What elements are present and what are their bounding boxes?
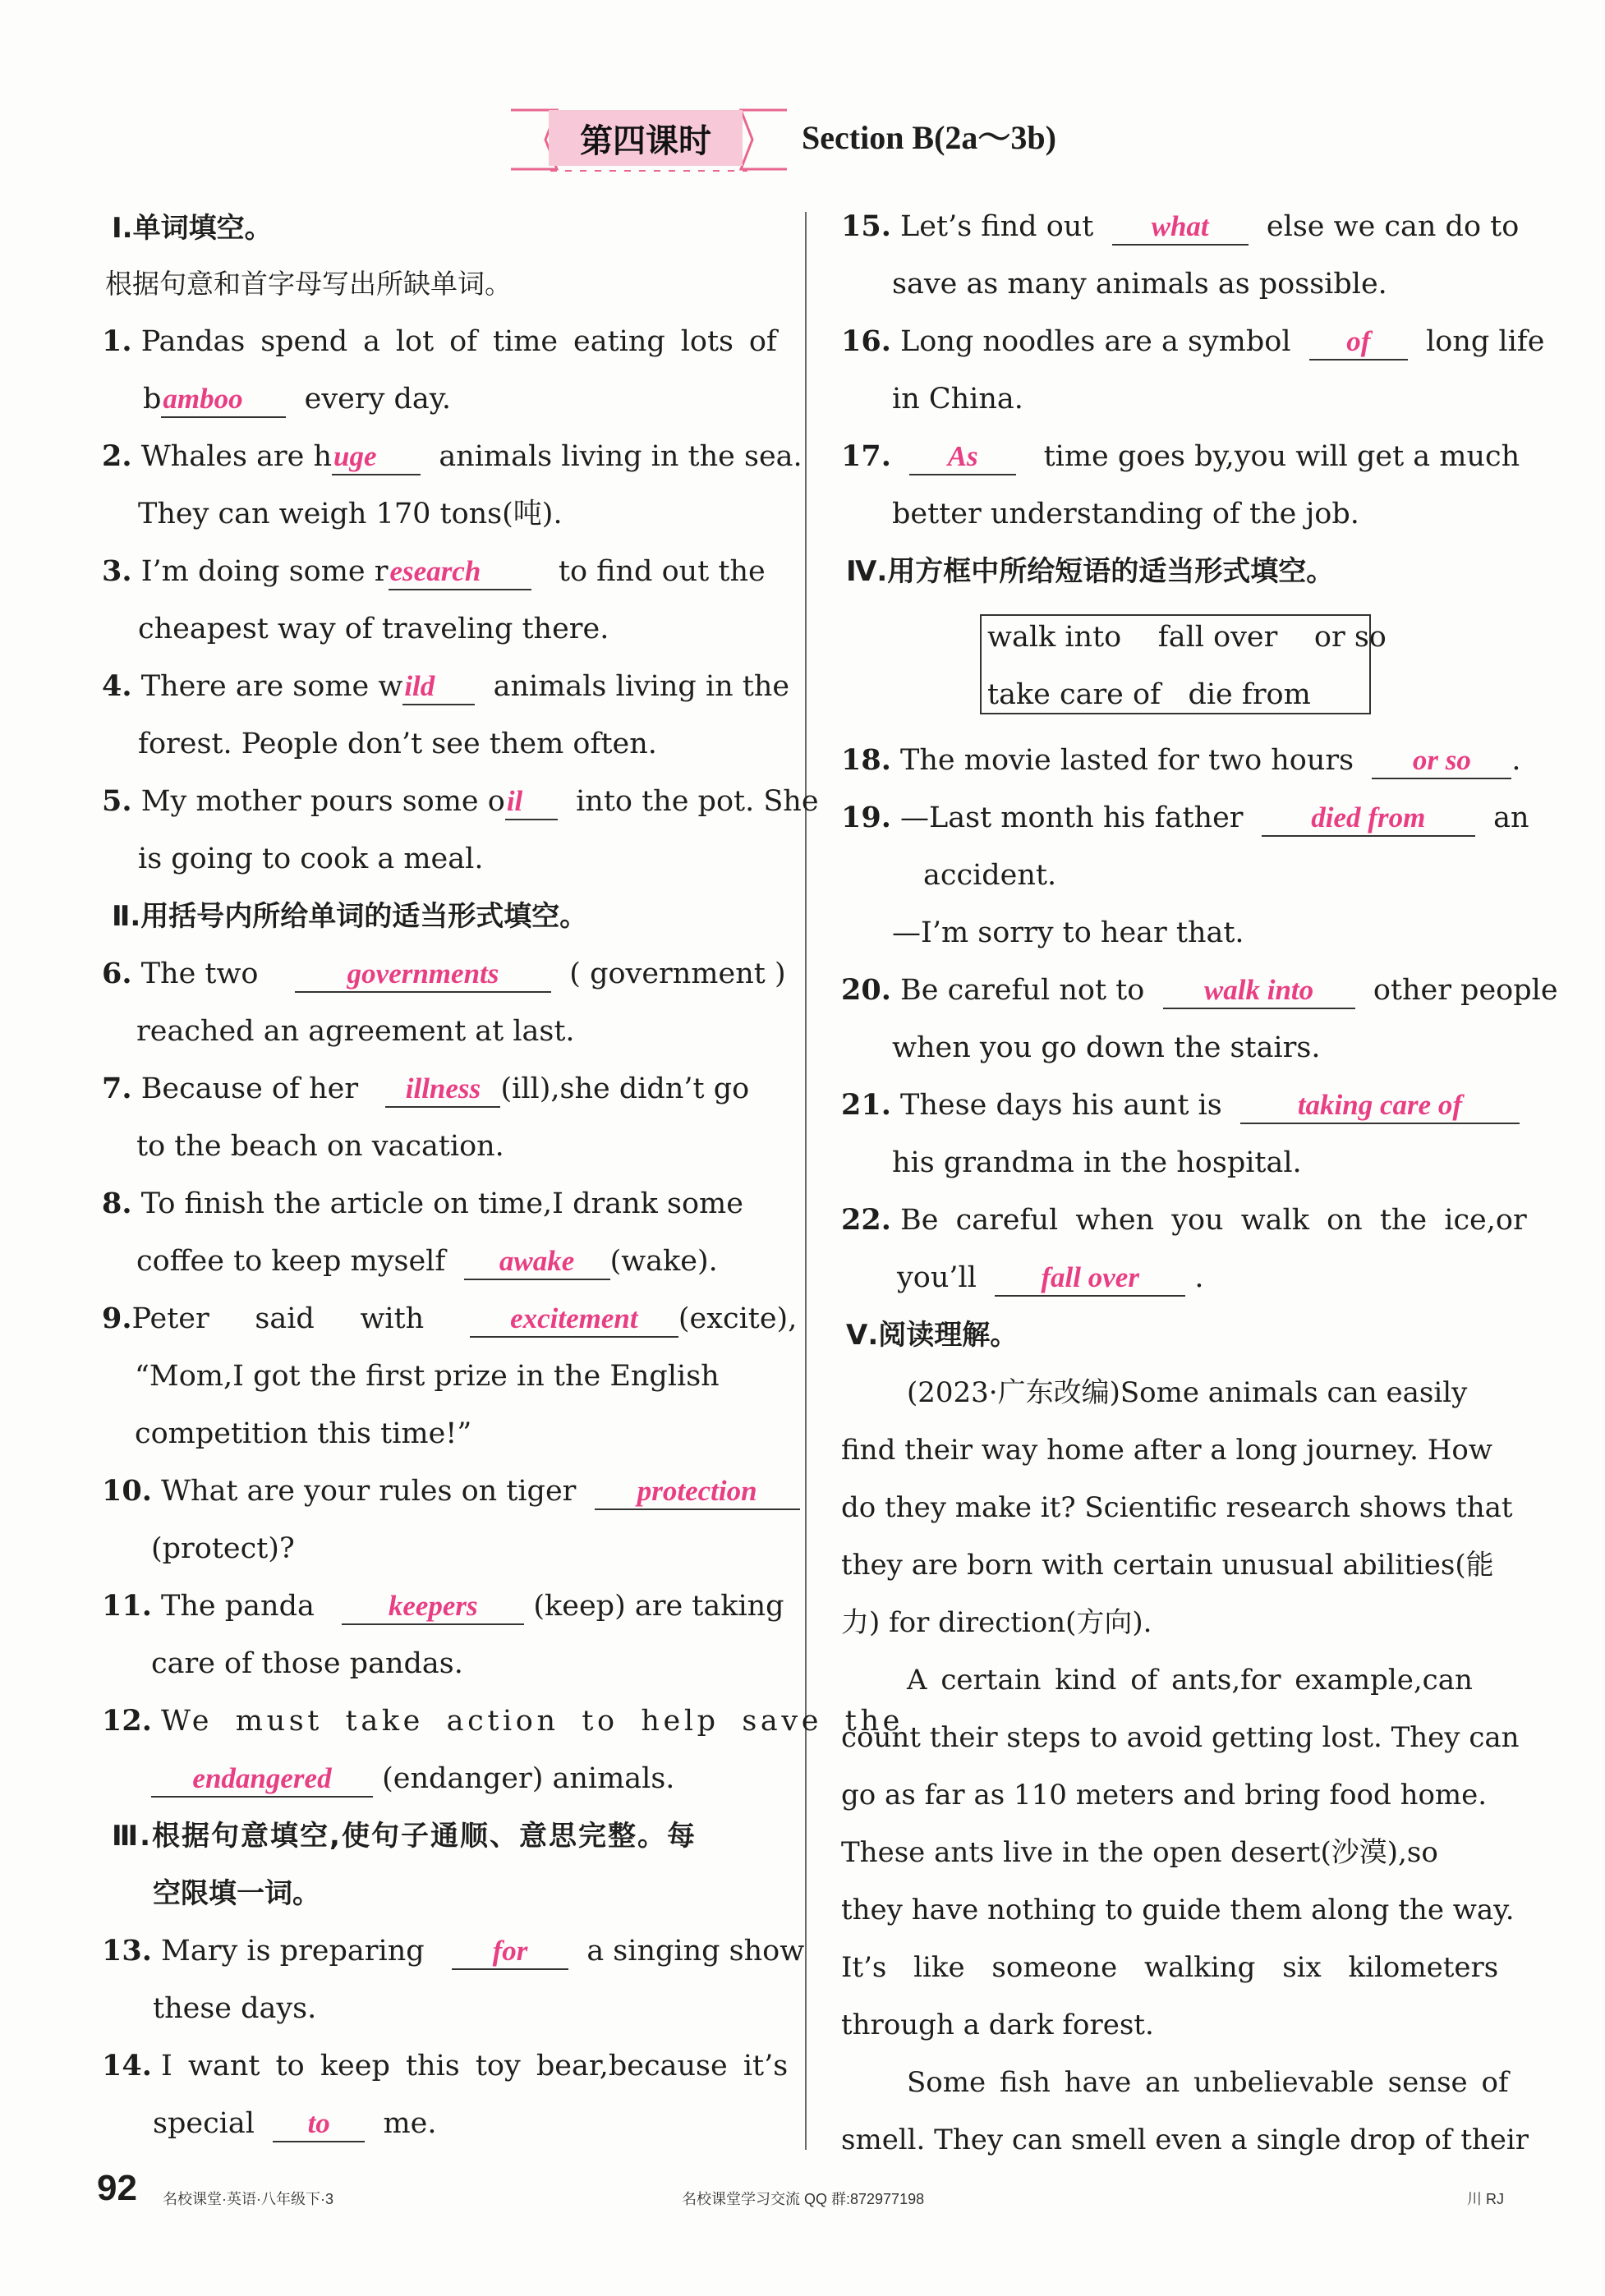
question-10-line2: (protect)?	[151, 1532, 295, 1565]
question-22-line2: you’ll fall over .	[897, 1258, 1203, 1297]
footer-qq-group: 名校课堂学习交流 QQ 群:872977198	[682, 2191, 925, 2207]
question-20-line1: 20. Be careful not to walk into other people	[841, 971, 1558, 1010]
question-7-line2: to the beach on vacation.	[136, 1130, 504, 1163]
question-19-line1: 19. —Last month his father died from an	[841, 798, 1529, 838]
question-11-line1: 11. The panda keepers (keep) are taking	[102, 1587, 784, 1626]
answer-blank[interactable]: amboo	[161, 383, 286, 418]
question-3-line1: 3. I’m doing some research to find out the	[102, 552, 766, 591]
question-6-line2: reached an agreement at last.	[136, 1015, 575, 1048]
question-10-line1: 10. What are your rules on tiger protection	[102, 1472, 800, 1511]
answer-blank[interactable]: uge	[332, 441, 421, 475]
page-number: 92	[97, 2168, 137, 2208]
question-16-line1: 16. Long noodles are a symbol of long life	[841, 322, 1544, 361]
passage-p3-line2: smell. They can smell even a single drop of their	[841, 2124, 1529, 2156]
answer-blank[interactable]: excitement	[470, 1303, 678, 1338]
question-9-line3: competition this time!”	[135, 1417, 472, 1450]
question-7-line1: 7. Because of her illness (ill),she didn’t go	[102, 1069, 749, 1109]
part3-title-line1: Ⅲ.根据句意填空,使句子通顺、意思完整。每	[112, 1820, 697, 1853]
part5-title: Ⅴ.阅读理解。	[846, 1319, 1019, 1352]
passage-p2-line1: A certain kind of ants,for example,can	[907, 1664, 1473, 1697]
answer-blank[interactable]: protection	[595, 1476, 800, 1510]
part3-title-line2: 空限填一词。	[153, 1877, 320, 1910]
answer-blank[interactable]: governments	[295, 958, 551, 993]
question-4-line2: forest. People don’t see them often.	[138, 728, 657, 760]
question-9-line2: “Mom,I got the first prize in the English	[135, 1360, 720, 1393]
answer-blank[interactable]: As	[909, 441, 1016, 475]
answer-blank[interactable]: or so	[1372, 745, 1511, 779]
phrase-box-row1: walk into fall over or so	[987, 621, 1387, 654]
question-2-line2: They can weigh 170 tons(吨).	[138, 498, 563, 530]
question-17-line1: 17. As time goes by,you will get a much	[841, 437, 1520, 476]
question-18: 18. The movie lasted for two hours or so .	[841, 741, 1521, 780]
part4-title: Ⅳ.用方框中所给短语的适当形式填空。	[846, 555, 1335, 588]
question-1-line1: 1. Pandas spend a lot of time eating lots of	[102, 324, 777, 358]
question-12-line1: 12. We must take action to help save the	[102, 1704, 904, 1738]
passage-p2-line5: they have nothing to guide them along the way.	[841, 1894, 1515, 1926]
answer-blank[interactable]: il	[505, 786, 558, 820]
footer-edition: 川 RJ	[1467, 2191, 1504, 2207]
answer-blank[interactable]: taking care of	[1240, 1090, 1520, 1124]
question-13-line1: 13. Mary is preparing for a singing show	[102, 1931, 804, 1971]
question-14-line2: special to me.	[153, 2104, 437, 2143]
question-20-line2: when you go down the stairs.	[892, 1031, 1321, 1064]
question-14-line1: 14. I want to keep this toy bear,because it’s	[102, 2049, 789, 2082]
question-6-line1: 6. The two governments ( government )	[102, 954, 786, 994]
passage-p1-line3: do they make it? Scientific research shows that	[841, 1491, 1513, 1524]
passage-p1-line4: they are born with certain unusual abilities(能	[841, 1549, 1494, 1582]
section-title: Section B(2a～3b)	[802, 119, 1056, 156]
question-8-line2: coffee to keep myself awake (wake).	[136, 1242, 718, 1281]
answer-blank[interactable]: for	[452, 1936, 568, 1970]
question-2-line1: 2. Whales are huge animals living in the sea.	[102, 437, 802, 476]
question-5-line2: is going to cook a meal.	[138, 843, 484, 875]
lesson-badge: 第四课时	[549, 110, 743, 166]
question-17-line2: better understanding of the job.	[892, 498, 1359, 530]
answer-blank[interactable]: endangered	[151, 1763, 373, 1798]
question-8-line1: 8. To finish the article on time,I drank some	[102, 1187, 743, 1220]
question-5-line1: 5. My mother pours some oil into the pot. She	[102, 782, 819, 821]
question-19-line2: accident.	[923, 859, 1057, 892]
answer-blank[interactable]: what	[1112, 211, 1249, 246]
answer-blank[interactable]: fall over	[995, 1262, 1185, 1297]
passage-p1-line2: find their way home after a long journey. How	[841, 1434, 1492, 1467]
answer-blank[interactable]: of	[1309, 326, 1408, 360]
part1-title: Ⅰ.单词填空。	[112, 212, 273, 245]
passage-p2-line7: through a dark forest.	[841, 2009, 1154, 2041]
question-19-line3: —I’m sorry to hear that.	[892, 916, 1244, 949]
question-9-line1: 9.Peter said with excitement (excite),	[102, 1299, 797, 1339]
question-12-line2: endangered (endanger) animals.	[151, 1759, 674, 1798]
footer-book-title: 名校课堂·英语·八年级下·3	[163, 2191, 333, 2207]
answer-blank[interactable]: esearch	[389, 556, 531, 590]
passage-p2-line3: go as far as 110 meters and bring food home.	[841, 1779, 1488, 1812]
answer-blank[interactable]: died from	[1262, 802, 1475, 837]
part2-title: Ⅱ.用括号内所给单词的适当形式填空。	[112, 900, 588, 933]
question-21-line2: his grandma in the hospital.	[892, 1146, 1302, 1179]
passage-p2-line4: These ants live in the open desert(沙漠),so	[841, 1836, 1438, 1869]
passage-p1-line1: (2023·广东改编)Some animals can easily	[907, 1376, 1468, 1409]
answer-blank[interactable]: awake	[464, 1246, 610, 1280]
answer-blank[interactable]: walk into	[1163, 975, 1355, 1009]
answer-blank[interactable]: to	[273, 2108, 365, 2142]
passage-p1-line5: 力) for direction(方向).	[841, 1606, 1152, 1639]
question-21-line1: 21. These days his aunt is taking care of	[841, 1086, 1520, 1125]
question-1-line2: bamboo every day.	[143, 379, 451, 419]
question-3-line2: cheapest way of traveling there.	[138, 613, 609, 645]
question-13-line2: these days.	[153, 1992, 317, 2025]
column-divider	[805, 212, 807, 2150]
passage-p2-line6: It’s like someone walking six kilometers	[841, 1951, 1499, 1984]
question-11-line2: care of those pandas.	[151, 1647, 463, 1680]
passage-p2-line2: count their steps to avoid getting lost. They can	[841, 1721, 1520, 1754]
question-15-line1: 15. Let’s find out what else we can do to	[841, 207, 1519, 246]
question-4-line1: 4. There are some wild animals living in the	[102, 667, 789, 706]
answer-blank[interactable]: illness	[385, 1073, 500, 1108]
passage-p3-line1: Some fish have an unbelievable sense of	[907, 2066, 1509, 2099]
answer-blank[interactable]: ild	[402, 671, 475, 705]
part1-instruction: 根据句意和首字母写出所缺单词。	[105, 268, 512, 300]
question-15-line2: save as many animals as possible.	[892, 268, 1387, 301]
answer-blank[interactable]: keepers	[342, 1591, 524, 1625]
question-22-line1: 22. Be careful when you walk on the ice,or	[841, 1203, 1527, 1237]
phrase-box-row2: take care of die from	[987, 678, 1311, 711]
question-16-line2: in China.	[892, 383, 1023, 416]
